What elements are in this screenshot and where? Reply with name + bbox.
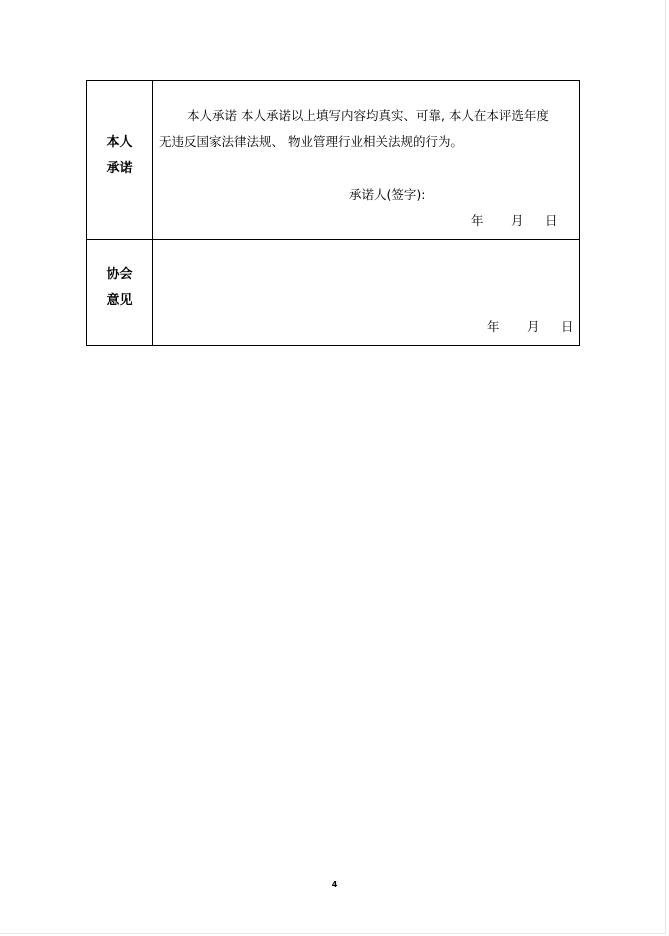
commitment-date-year: 年	[471, 213, 484, 228]
association-label-line2: 意见	[106, 293, 133, 308]
association-date-year: 年	[487, 319, 500, 334]
form-table	[86, 80, 580, 346]
association-date-day: 日	[561, 319, 574, 334]
page-number: 4	[331, 880, 338, 889]
commitment-text-line2: 无违反国家法律法规、 物业管理行业相关法规的行为。	[159, 134, 463, 149]
commitment-text-line1: 本人承诺 本人承诺以上填写内容均真实、可靠, 本人在本评选年度	[187, 108, 549, 123]
commitment-row	[87, 81, 579, 240]
association-date-month: 月	[527, 319, 540, 334]
signer-label: 承诺人(签字):	[349, 187, 426, 202]
association-label-line1: 协会	[106, 267, 133, 282]
commitment-date-day: 日	[545, 213, 558, 228]
commitment-date-month: 月	[511, 213, 524, 228]
commitment-label-cell	[87, 81, 153, 239]
commitment-label-line2: 承诺	[106, 161, 133, 176]
commitment-label-line1: 本人	[106, 135, 133, 150]
commitment-content-cell	[153, 81, 579, 239]
association-content-cell	[153, 240, 579, 345]
association-row	[87, 240, 579, 345]
association-label-cell	[87, 240, 153, 345]
